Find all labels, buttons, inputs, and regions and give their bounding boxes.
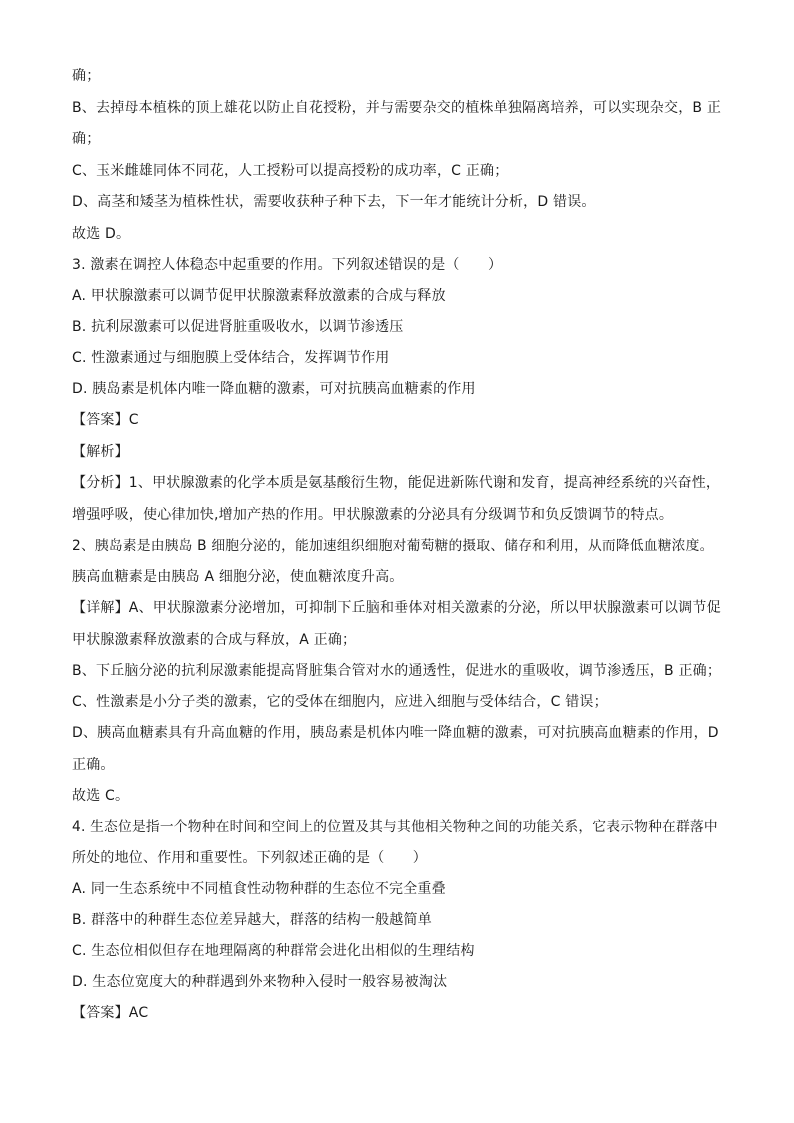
option-c: C. 性激素通过与细胞膜上受体结合，发挥调节作用 — [72, 350, 390, 366]
text-line: D、高茎和矮茎为植株性状，需要收获种子种下去，下一年才能统计分析，D 错误。 — [72, 194, 596, 210]
option-c: C. 生态位相似但存在地理隔离的种群常会进化出相似的生理结构 — [72, 943, 475, 959]
text-line: 胰高血糖素是由胰岛 A 细胞分泌，使血糖浓度升高。 — [72, 569, 404, 585]
option-a: A. 同一生态系统中不同植食性动物种群的生态位不完全重叠 — [72, 881, 446, 897]
option-d: D. 胰岛素是机体内唯一降血糖的激素，可对抗胰高血糖素的作用 — [72, 381, 476, 397]
text-line: B、下丘脑分泌的抗利尿激素能提高肾脏集合管对水的通透性，促进水的重吸收，调节渗透压，B 正确； — [72, 663, 722, 679]
text-line: 故选 D。 — [72, 226, 131, 242]
answer-label: 【答案】AC — [72, 1005, 149, 1021]
answer-label: 【答案】C — [72, 412, 139, 428]
analysis-label: 【解析】 — [72, 444, 129, 460]
text-line: 故选 C。 — [72, 788, 130, 804]
option-b: B. 抗利尿激素可以促进肾脏重吸收水，以调节渗透压 — [72, 319, 404, 335]
text-line: 正确。 — [72, 757, 115, 773]
text-line: D、胰高血糖素具有升高血糖的作用，胰岛素是机体内唯一降血糖的激素，可对抗胰高血糖素的作用，D — [72, 725, 719, 741]
text-line: C、性激素是小分子类的激素，它的受体在细胞内，应进入细胞与受体结合，C 错误； — [72, 694, 608, 710]
text-line: C、玉米雌雄同体不同花，人工授粉可以提高授粉的成功率，C 正确； — [72, 163, 509, 179]
text-line: 增强呼吸，使心律加快,增加产热的作用。甲状腺激素的分泌具有分级调节和负反馈调节的特点。 — [72, 507, 674, 523]
text-line: 确； — [72, 131, 101, 147]
option-b: B. 群落中的种群生态位差异越大，群落的结构一般越简单 — [72, 912, 432, 928]
question-stem: 3. 激素在调控人体稳态中起重要的作用。下列叙述错误的是（ ） — [72, 257, 503, 273]
text-line: 甲状腺激素释放激素的合成与释放，A 正确； — [72, 632, 357, 648]
question-stem: 4. 生态位是指一个物种在时间和空间上的位置及其与其他相关物种之间的功能关系，它表示物种在群落中 — [72, 819, 718, 835]
option-d: D. 生态位宽度大的种群遇到外来物种入侵时一般容易被淘汰 — [72, 974, 448, 990]
text-line: 【分析】1、甲状腺激素的化学本质是氨基酸衍生物，能促进新陈代谢和发育，提高神经系统的兴奋性， — [72, 475, 721, 491]
text-line: 确； — [72, 68, 101, 84]
option-a: A. 甲状腺激素可以调节促甲状腺激素释放激素的合成与释放 — [72, 288, 446, 304]
text-line: 所处的地位、作用和重要性。下列叙述正确的是（ ） — [72, 850, 427, 866]
text-line: 2、胰岛素是由胰岛 B 细胞分泌的，能加速组织细胞对葡萄糖的摄取、储存和利用，从而降低血糖浓度。 — [72, 538, 714, 554]
text-line: 【详解】A、甲状腺激素分泌增加，可抑制下丘脑和垂体对相关激素的分泌，所以甲状腺激素可以调节促 — [72, 600, 721, 616]
text-line: B、去掉母本植株的顶上雄花以防止自花授粉，并与需要杂交的植株单独隔离培养，可以实现杂交，B 正 — [72, 100, 722, 116]
